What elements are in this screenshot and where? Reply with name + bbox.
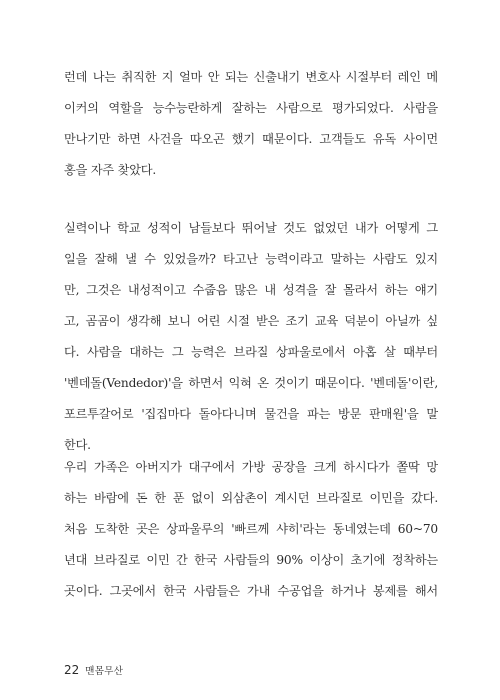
text-line: 이커의 역할을 능수능란하게 잘하는 사람으로 평가되었다. 사람을 (64, 101, 438, 115)
text-line: 실력이나 학교 성적이 남들보다 뛰어날 것도 없었던 내가 어떻게 그 (64, 221, 438, 235)
text-line: 일을 잘해 낼 수 있었을까? 타고난 능력이라고 말하는 사람도 있지 (64, 252, 438, 266)
text-line: 하는 바람에 돈 한 푼 없이 외삼촌이 계시던 브라질로 이민을 갔다. (64, 491, 438, 505)
text-line: 런데 나는 취직한 지 얼마 안 되는 신출내기 변호사 시절부터 레인 메 (64, 70, 438, 84)
text-line: 만, 그것은 내성적이고 수줍음 많은 내 성격을 잘 몰라서 하는 얘기 (64, 283, 438, 297)
text-line: 포르투갈어로 '집집마다 돌아다니며 물건을 파는 방문 판매원'을 말 (64, 407, 438, 421)
text-line: 만나기만 하면 사건을 따오곤 했기 때문이다. 고객들도 유독 사이먼 (64, 132, 438, 146)
page-footer (64, 663, 123, 677)
text-line: 한다. (64, 438, 91, 452)
text-line: 우리 가족은 아버지가 대구에서 가방 공장을 크게 하시다가 쫄딱 망 (64, 460, 438, 474)
text-line: 고, 곰곰이 생각해 보니 어린 시절 받은 조기 교육 덕분이 아닐까 싶 (64, 314, 438, 328)
text-line: 홍을 자주 찾았다. (64, 163, 157, 177)
paragraph-3 (64, 452, 438, 607)
running-title: 맨몸무산 (85, 666, 124, 677)
text-line: 곳이다. 그곳에서 한국 사람들은 가내 수공업을 하거나 봉제를 해서 (64, 584, 438, 598)
text-line: 년대 브라질로 이민 간 한국 사람들의 90% 이상이 초기에 정착하는 (64, 553, 438, 567)
text-line: '벤데돌(Vendedor)'을 하면서 익혀 온 것이기 때문이다. '벤데돌'이란, (64, 376, 438, 390)
paragraph-1 (64, 62, 438, 186)
text-line: 다. 사람을 대하는 그 능력은 브라질 상파울로에서 아홉 살 때부터 (64, 345, 438, 359)
page-number: 22 (64, 663, 80, 677)
text-line: 처음 도착한 곳은 상파울루의 '빠르께 샤히'라는 동네였는데 60~70 (64, 522, 438, 536)
paragraph-2 (64, 213, 438, 461)
